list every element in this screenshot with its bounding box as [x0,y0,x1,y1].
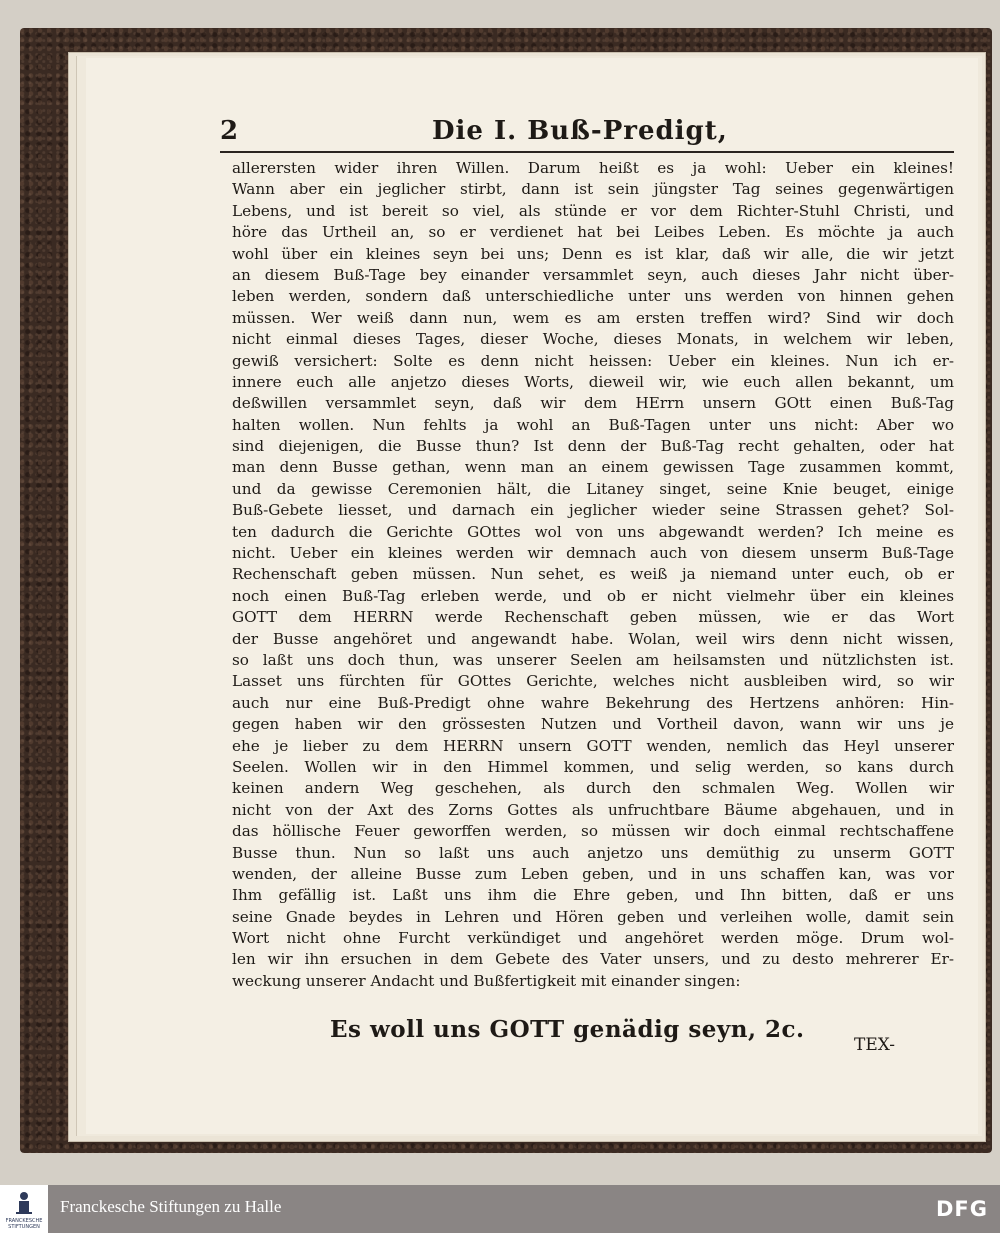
catchword: TEX- [854,1035,895,1055]
text-line: weckung unserer Andacht und Bußfertigkeit mit einander singen: [232,971,741,990]
institution-logo[interactable] [0,1185,48,1233]
text-line: Wann aber ein jeglicher stirbt, dann ist sein jüngster Tag seines gegenwärtigen [232,180,954,199]
text-line: ten dadurch die Gerichte GOttes wol von uns abgewandt werden? Ich meine es [232,522,954,541]
text-line: so laßt uns doch thun, was unserer Seelen am heilsamsten und nützlichsten ist. [232,650,954,669]
institution-link[interactable]: Franckesche Stiftungen zu Halle [60,1197,282,1216]
text-line: das höllische Feuer geworffen werden, so müssen wir doch einmal rechtschaffene [232,822,954,841]
text-line: Rechenschaft geben müssen. Nun sehet, es weiß ja niemand unter euch, ob er [232,565,954,584]
text-line: Lebens, und ist bereit so viel, als stünde er vor dem Richter-Stuhl Christi, und [232,201,954,220]
text-line: innere euch alle anjetzo dieses Worts, dieweil wir, wie euch allen bekannt, um [232,372,954,391]
header-title: Die I. Buß-Predigt, [432,116,728,146]
sermon-text [232,158,954,992]
text-line: deßwillen versammlet seyn, daß wir dem HErrn unsern GOtt einen Buß-Tag [232,394,954,413]
text-line: man denn Busse gethan, wenn man an einem gewissen Tage zusammen kommt, [232,458,954,477]
text-line: gegen haben wir den grössesten Nutzen und Vortheil davon, wann wir uns je [232,715,954,734]
text-line: noch einen Buß-Tag erleben werde, und ob er nicht vielmehr über ein kleines [232,586,954,605]
dfg-logo-icon[interactable]: DFG [936,1197,989,1221]
text-line: nicht. Ueber ein kleines werden wir demnach auch von diesem unserm Buß-Tage [232,544,954,563]
hymn-line: Es woll uns GOTT genädig seyn, 2c. [330,1016,805,1043]
text-line: Lasset uns fürchten für GOttes Gerichte, welches nicht ausbleiben wird, so wir [232,672,954,691]
text-line: Ihm gefällig ist. Laßt uns ihm die Ehre geben, und Ihn bitten, daß er uns [232,886,954,905]
text-line: müssen. Wer weiß dann nun, wem es am ersten treffen wird? Sind wir doch [232,308,954,327]
text-line: und da gewisse Ceremonien hält, die Litaney singet, seine Knie beuget, einige [232,479,954,498]
text-line: an diesem Buß-Tage bey einander versammlet seyn, auch dieses Jahr nicht über- [232,265,954,284]
text-line: keinen andern Weg geschehen, als durch den schmalen Weg. Wollen wir [232,779,954,798]
text-line: wohl über ein kleines seyn bei uns; Denn es ist klar, daß wir alle, die wir jetzt [232,244,954,263]
text-line: halten wollen. Nun fehlts ja wohl an Buß-Tagen unter uns nicht: Aber wo [232,415,954,434]
text-line: Wort nicht ohne Furcht verkündiget und angehöret werden möge. Drum wol- [232,929,954,948]
text-line: seine Gnade beydes in Lehren und Hören geben und verleihen wolle, damit sein [232,907,954,926]
text-line: gewiß versichert: Solte es denn nicht heissen: Ueber ein kleines. Nun ich er- [232,351,954,370]
header-rule [220,151,954,153]
text-line: len wir ihn ersuchen in dem Gebete des Vater unsers, und zu desto mehrerer Er- [232,950,954,969]
text-line: wenden, der alleine Busse zum Leben geben, und in uns schaffen kan, was vor [232,864,954,883]
book-page [86,58,978,1134]
page-number: 2 [220,116,239,146]
running-head [220,116,960,156]
text-line: nicht von der Axt des Zorns Gottes als unfruchtbare Bäume abgehauen, und in [232,800,954,819]
franckesche-stiftungen-logo-icon [15,1191,33,1215]
text-line: leben werden, sondern daß unterschiedliche unter uns werden von hinnen gehen [232,287,954,306]
text-line: Seelen. Wollen wir in den Himmel kommen, und selig werden, so kans durch [232,757,954,776]
text-line: ehe je lieber zu dem HERRN unsern GOTT wenden, nemlich das Heyl unserer [232,736,954,755]
footer-bar [0,1185,1000,1233]
text-line: sind diejenigen, die Busse thun? Ist denn der Buß-Tag recht gehalten, oder hat [232,437,954,456]
text-line: Buß-Gebete liesset, und darnach ein jeglicher wieder seine Strassen gehet? Sol- [232,501,954,520]
text-line: höre das Urtheil an, so er verdienet hat bei Leibes Leben. Es möchte ja auch [232,223,954,242]
logo-caption: FRANCKESCHE STIFTUNGEN [5,1218,43,1230]
text-line: der Busse angehöret und angewandt habe. Wolan, weil wirs denn nicht wissen, [232,629,954,648]
text-line: allerersten wider ihren Willen. Darum heißt es ja wohl: Ueber ein kleines! [232,159,954,177]
text-line: auch nur eine Buß-Predigt ohne wahre Bekehrung des Hertzens anhören: Hin- [232,693,954,712]
text-line: GOTT dem HERRN werde Rechenschaft geben müssen, wie er das Wort [232,608,954,627]
text-line: Busse thun. Nun so laßt uns auch anjetzo uns demüthig zu unserm GOTT [232,843,954,862]
text-line: nicht einmal dieses Tages, dieser Woche, dieses Monats, in welchem wir leben, [232,330,954,349]
